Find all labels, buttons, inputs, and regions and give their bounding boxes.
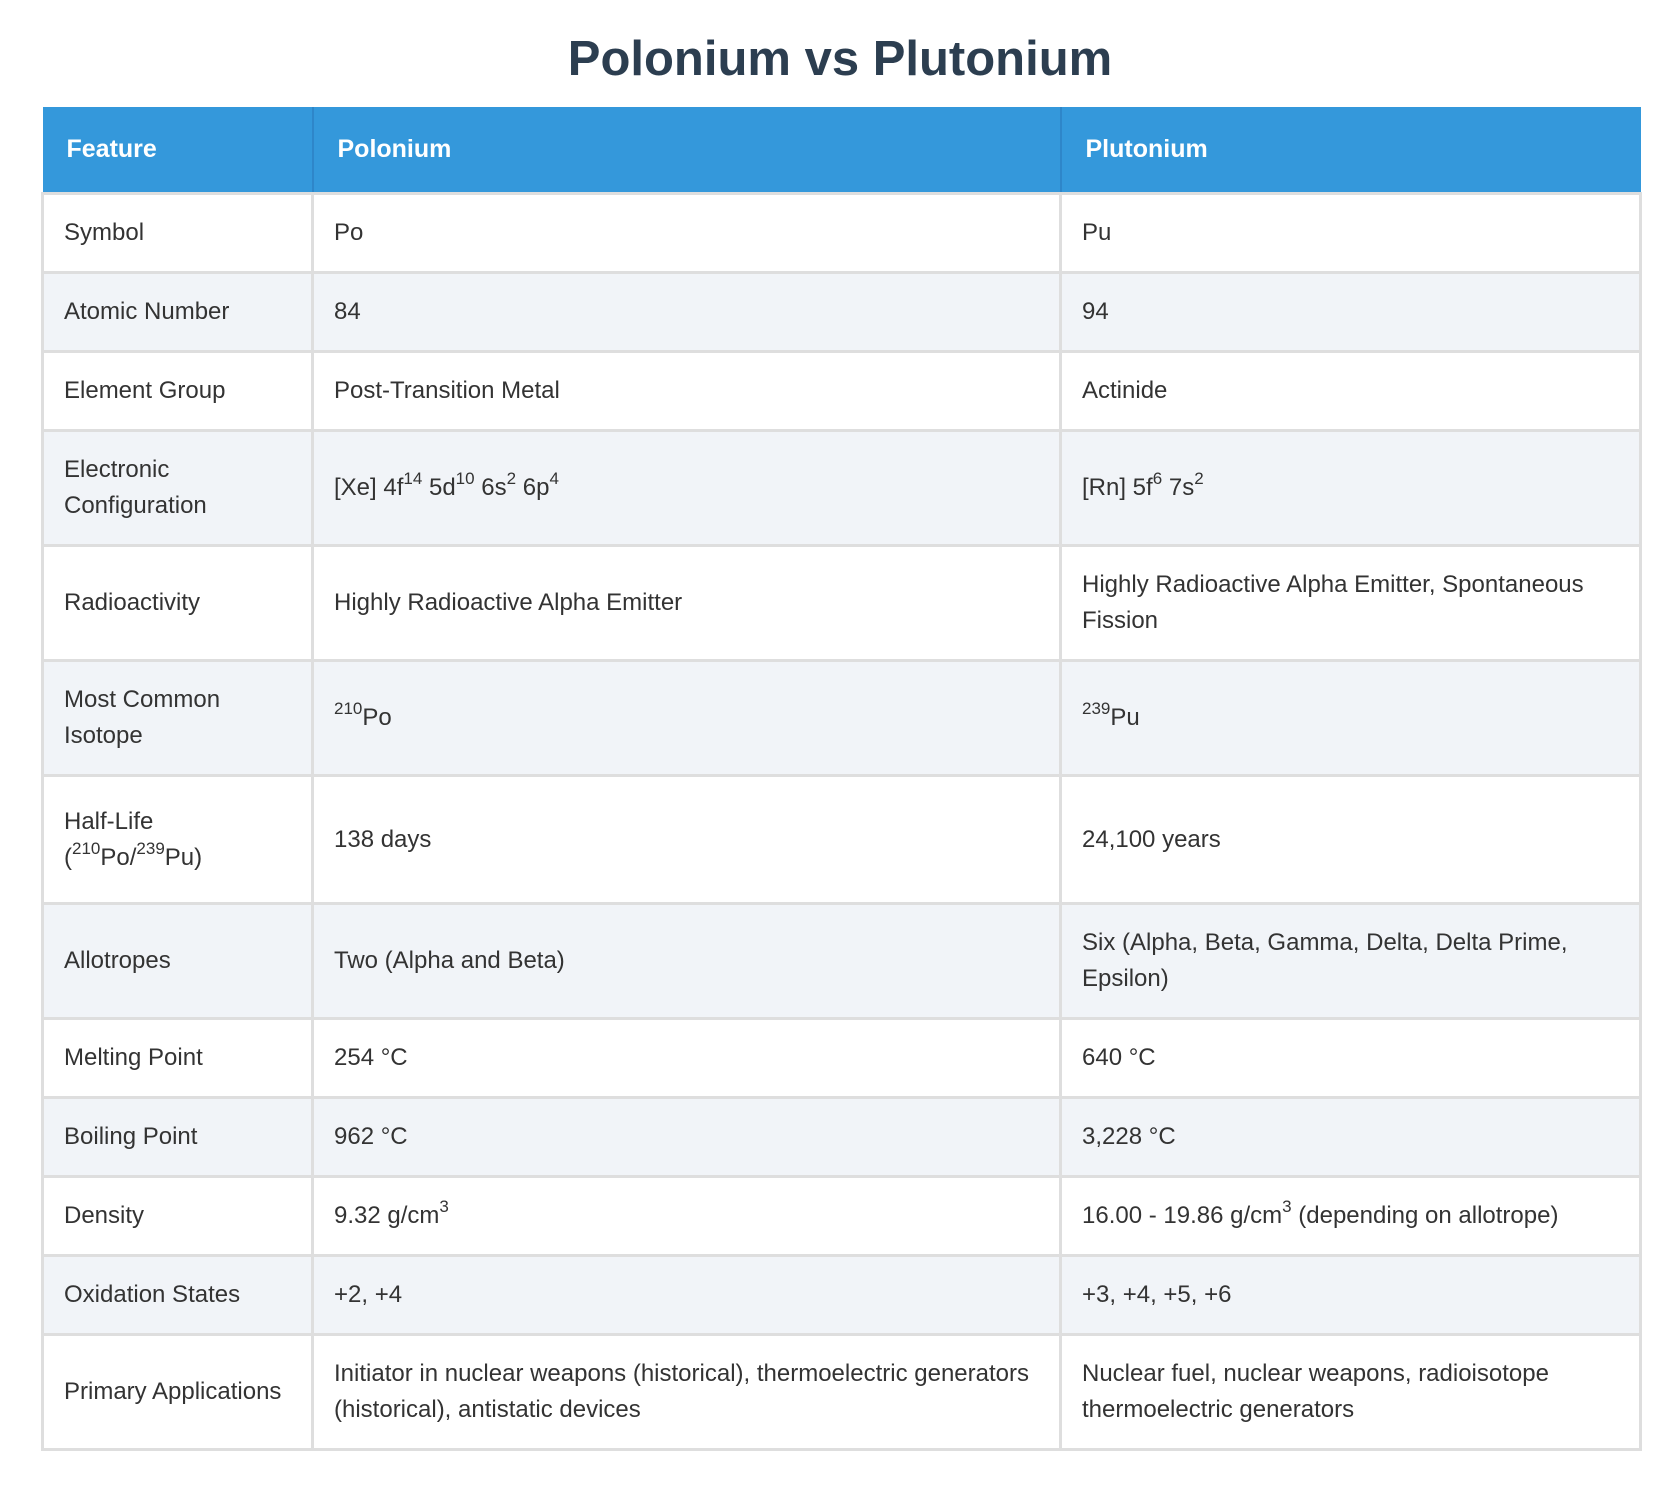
plutonium-cell: 94: [1061, 273, 1641, 352]
feature-cell: Electronic Configuration: [43, 431, 313, 546]
plutonium-cell: Pu: [1061, 194, 1641, 273]
feature-cell: Density: [43, 1177, 313, 1256]
plutonium-cell: [1061, 661, 1641, 776]
density-exponent: 3: [439, 1197, 449, 1216]
polonium-cell: 962 °C: [313, 1098, 1061, 1177]
config-text: 5d: [422, 474, 456, 501]
polonium-cell: [313, 661, 1061, 776]
plutonium-cell: Six (Alpha, Beta, Gamma, Delta, Delta Prime, Epsilon): [1061, 904, 1641, 1019]
feature-cell: Symbol: [43, 194, 313, 273]
feature-cell: Atomic Number: [43, 273, 313, 352]
header-plutonium: Plutonium: [1061, 107, 1641, 194]
page-title: Polonium vs Plutonium: [567, 32, 1113, 86]
feature-cell: Oxidation States: [43, 1256, 313, 1335]
polonium-cell: Two (Alpha and Beta): [313, 904, 1061, 1019]
isotope-symbol: Po/: [100, 843, 137, 871]
plutonium-cell: 640 °C: [1061, 1019, 1641, 1098]
plutonium-cell: [1061, 431, 1641, 546]
table-header-row: [43, 107, 1641, 194]
density-exponent: 3: [1282, 1197, 1292, 1216]
polonium-cell: Po: [313, 194, 1061, 273]
plutonium-cell: Highly Radioactive Alpha Emitter, Spontaneous Fission: [1061, 546, 1641, 661]
feature-cell: Radioactivity: [43, 546, 313, 661]
isotope-mass: 239: [136, 838, 165, 858]
plutonium-cell: Actinide: [1061, 352, 1641, 431]
density-value: 9.32 g/cm: [334, 1202, 440, 1229]
plutonium-cell: [1061, 1177, 1641, 1256]
config-superscript: 10: [455, 469, 475, 488]
config-superscript: 14: [403, 469, 423, 488]
isotope-mass: 210: [72, 838, 101, 858]
polonium-cell: 138 days: [313, 776, 1061, 904]
polonium-cell: Post-Transition Metal: [313, 352, 1061, 431]
config-superscript: 6: [1152, 469, 1163, 488]
table-row: [43, 194, 1641, 273]
config-superscript: 2: [1194, 469, 1204, 488]
table-row: [43, 1256, 1641, 1335]
plutonium-cell: 24,100 years: [1061, 776, 1641, 904]
table-row: [43, 352, 1641, 431]
table-row: [43, 546, 1641, 661]
polonium-cell: 254 °C: [313, 1019, 1061, 1098]
plutonium-cell: Nuclear fuel, nuclear weapons, radioisotope thermoelectric generators: [1061, 1335, 1641, 1450]
comparison-table: [41, 107, 1642, 1451]
table-row: [43, 1019, 1641, 1098]
table-row: [43, 776, 1641, 904]
feature-cell: Element Group: [43, 352, 313, 431]
polonium-cell: Highly Radioactive Alpha Emitter: [313, 546, 1061, 661]
config-text: [Rn] 5f: [1082, 474, 1153, 501]
table-row: [43, 661, 1641, 776]
isotope-symbol: Pu): [164, 843, 203, 871]
feature-cell: Boiling Point: [43, 1098, 313, 1177]
half-life-label: Half-Life (: [64, 807, 154, 871]
plutonium-cell: +3, +4, +5, +6: [1061, 1256, 1641, 1335]
header-polonium: Polonium: [313, 107, 1061, 194]
config-superscript: 2: [506, 469, 517, 488]
config-text: 6s: [474, 474, 507, 501]
table-row: [43, 1335, 1641, 1450]
config-superscript: 4: [549, 469, 559, 488]
isotope-mass: 210: [334, 699, 363, 718]
feature-cell: Primary Applications: [43, 1335, 313, 1450]
table-row: [43, 1098, 1641, 1177]
isotope-mass: 239: [1082, 699, 1111, 718]
table-row: [43, 1177, 1641, 1256]
config-text: [Xe] 4f: [334, 474, 404, 501]
polonium-cell: +2, +4: [313, 1256, 1061, 1335]
table-row: [43, 904, 1641, 1019]
feature-cell: Melting Point: [43, 1019, 313, 1098]
feature-cell: Most Common Isotope: [43, 661, 313, 776]
density-value: 16.00 - 19.86 g/cm: [1082, 1202, 1283, 1229]
table-row: [43, 431, 1641, 546]
density-suffix: (depending on allotrope): [1291, 1202, 1559, 1229]
table-row: [43, 273, 1641, 352]
polonium-cell: [313, 1177, 1061, 1256]
feature-cell: [43, 776, 313, 904]
config-text: 7s: [1162, 474, 1195, 501]
config-text: 6p: [516, 474, 550, 501]
polonium-cell: Initiator in nuclear weapons (historical), thermoelectric generators (historical), antistatic devices: [313, 1335, 1061, 1450]
isotope-symbol: Pu: [1110, 704, 1140, 731]
polonium-cell: [313, 431, 1061, 546]
plutonium-cell: 3,228 °C: [1061, 1098, 1641, 1177]
feature-cell: Allotropes: [43, 904, 313, 1019]
polonium-cell: 84: [313, 273, 1061, 352]
header-feature: Feature: [43, 107, 313, 194]
isotope-symbol: Po: [362, 704, 392, 731]
